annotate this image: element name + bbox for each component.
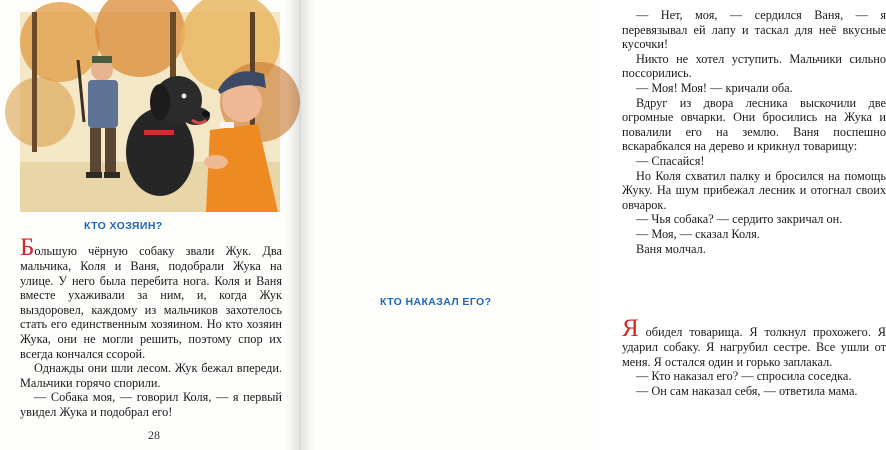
paragraph-text: обидел товарища. Я толкнул прохожего. Я ударил собаку. Я нагрубил сестре. Все ушли от меня. Я остался один и горько заплакал. [622, 325, 886, 369]
paragraph: Ваня молчал. [636, 241, 706, 256]
paragraph-text: ольшую чёрную собаку звали Жук. Два мальчика, Коля и Ваня, подобрали Жука на улице. У него была перебита нога. Коля и Ваня вместе ухаживали за ним, и, когда Жук выздоровел, каждому из мальчиков захотелось стать его единственным хозяином. Но кто хозяин Жука, они не могли решить, поэтому спор их всегда кончался ссорой. [20, 244, 282, 361]
right-page-text-story1 [622, 8, 886, 256]
paragraph: Вдруг из двора лесника выскочили две огромные овчарки. Они бросились на Жука и повалили его на землю. Ваня поспешно вскарабкался на дерево и крикнул товарищу: [622, 95, 886, 154]
paragraph: — Моя, — сказал Коля. [636, 226, 760, 241]
paragraph [20, 234, 282, 361]
story-title-who-punished-him: КТО НАКАЗАЛ ЕГО? [380, 296, 492, 308]
paragraph: — Спасайся! [636, 153, 705, 168]
paragraph: Однажды они шли лесом. Жук бежал впереди. Мальчики горячо спорили. [20, 361, 282, 390]
right-page [300, 0, 886, 450]
left-page [0, 0, 300, 450]
paragraph: — Нет, моя, — сердился Ваня, — я перевязывал ей лапу и таскал для неё вкусные кусочки! [622, 8, 886, 52]
paragraph: Но Коля схватил палку и бросился на помощь Жуку. На шум прибежал лесник и отогнал своих овчарок. [622, 168, 886, 212]
paragraph: Никто не хотел уступить. Мальчики сильно поссорились. [622, 51, 886, 81]
paragraph: — Он сам наказал себя, — ответила мама. [636, 383, 858, 398]
right-page-text-story2 [622, 315, 886, 398]
page-number: 28 [148, 428, 160, 442]
paragraph: — Чья собака? — сердито закричал он. [636, 212, 843, 227]
paragraph [622, 315, 886, 369]
story-title-who-is-owner: КТО ХОЗЯИН? [84, 220, 163, 232]
boy-dog-forester-picture [20, 12, 280, 212]
left-page-text [20, 234, 282, 420]
drop-cap: Я [622, 315, 639, 342]
paragraph: — Моя! Моя! — кричали оба. [636, 80, 793, 95]
paragraph: — Собака моя, — говорил Коля, — я первый увидел Жука и подобрал его! [20, 390, 282, 419]
paragraph: — Кто наказал его? — спросила соседка. [636, 369, 852, 384]
story-illustration [20, 12, 280, 212]
drop-cap: Б [20, 234, 35, 261]
